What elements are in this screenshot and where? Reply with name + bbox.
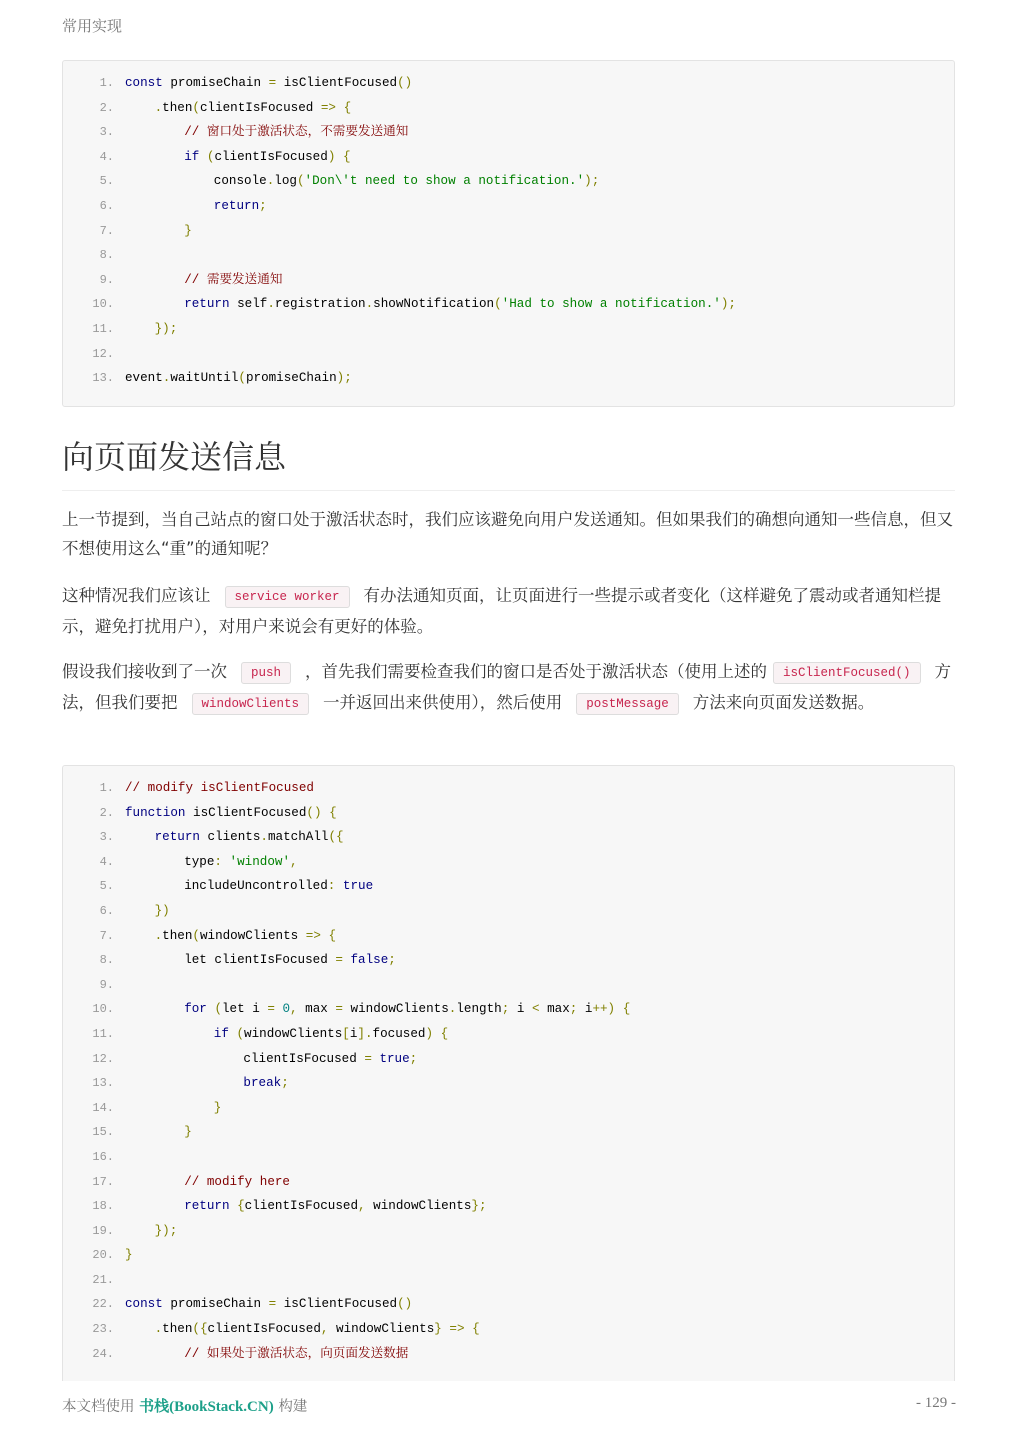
code-token: ; bbox=[501, 1002, 510, 1017]
code-token: showNotification bbox=[373, 297, 495, 312]
code-line bbox=[63, 342, 954, 367]
code-token: // 如果处于激活状态，向页面发送数据 bbox=[184, 1346, 409, 1361]
code-token: , bbox=[320, 1322, 329, 1337]
code-token: if bbox=[184, 149, 200, 164]
code-token: return bbox=[184, 297, 230, 312]
code-token: }); bbox=[154, 1223, 178, 1238]
code-line bbox=[63, 169, 954, 194]
code-token: } bbox=[184, 1125, 192, 1140]
line-number: 2. bbox=[99, 805, 114, 820]
code-line bbox=[63, 292, 954, 317]
line-number: 3. bbox=[99, 125, 114, 140]
code-token: }); bbox=[154, 321, 178, 336]
code-line bbox=[63, 1342, 954, 1367]
code-token: . bbox=[154, 100, 163, 115]
code-token: ) bbox=[327, 149, 336, 164]
code-token: i bbox=[509, 1002, 532, 1017]
code-token: max bbox=[297, 1002, 336, 1017]
code-token: isClientFocused bbox=[276, 1297, 398, 1312]
code-token: { bbox=[622, 1002, 631, 1017]
code-line bbox=[63, 850, 954, 875]
line-number: 21. bbox=[92, 1272, 114, 1287]
code-token bbox=[615, 1002, 623, 1016]
code-token: ; bbox=[409, 1051, 418, 1066]
code-token: break bbox=[243, 1076, 282, 1091]
code-token: ; bbox=[388, 953, 396, 968]
code-token: { bbox=[440, 1026, 449, 1041]
code-token: ( bbox=[192, 928, 200, 943]
code-token: . bbox=[365, 297, 374, 312]
code-token: if bbox=[213, 1026, 229, 1041]
line-number: 5. bbox=[99, 174, 114, 189]
code-token: { bbox=[343, 100, 352, 115]
code-token bbox=[465, 1322, 473, 1336]
code-token: ( bbox=[192, 100, 200, 115]
code-line bbox=[63, 1219, 954, 1244]
code-token bbox=[335, 879, 343, 893]
code-token: includeUncontrolled bbox=[184, 879, 328, 894]
code-token: , bbox=[358, 1199, 366, 1214]
code-line bbox=[63, 243, 954, 268]
code-token: waitUntil bbox=[170, 371, 239, 386]
code-line bbox=[63, 1268, 954, 1293]
code-line bbox=[63, 1317, 954, 1342]
code-token: ( bbox=[236, 1026, 245, 1041]
line-number: 1. bbox=[99, 781, 114, 795]
paragraph-text: 方法来向页面发送数据。 bbox=[692, 693, 875, 712]
code-token: then bbox=[162, 928, 193, 943]
code-token bbox=[322, 806, 330, 820]
code-line bbox=[63, 1120, 954, 1145]
code-token: = bbox=[267, 1002, 275, 1017]
paragraph-text: 有办法通知页面，让页面进行一些提示或者变化（这样避免了震动或者通知栏提示，避免打扰用户），对用户来说会有更好的体验。 bbox=[62, 586, 942, 636]
code-line bbox=[63, 96, 954, 121]
code-token: ); bbox=[336, 371, 352, 386]
code-token: ( bbox=[494, 297, 502, 312]
code-token: ); bbox=[584, 174, 600, 189]
code-token bbox=[199, 150, 207, 164]
code-token: max bbox=[539, 1002, 570, 1017]
code-line bbox=[63, 1243, 954, 1268]
inline-code-isclientfocused: isClientFocused() bbox=[773, 662, 921, 684]
code-token: ) bbox=[425, 1026, 434, 1041]
code-token: clientIsFocused bbox=[243, 1051, 365, 1066]
code-token: ]. bbox=[357, 1026, 373, 1041]
code-token: = bbox=[268, 76, 277, 90]
code-line bbox=[63, 825, 954, 850]
code-token: clientIsFocused bbox=[214, 149, 328, 164]
code-line bbox=[63, 899, 954, 924]
line-number: 12. bbox=[92, 346, 114, 361]
code-line bbox=[63, 1194, 954, 1219]
code-token: = bbox=[364, 1051, 372, 1066]
code-token: : bbox=[214, 854, 222, 869]
code-token: () bbox=[397, 1297, 413, 1312]
code-token: i bbox=[349, 1026, 358, 1041]
code-token: windowClients bbox=[342, 1002, 449, 1017]
code-token: . bbox=[162, 371, 171, 386]
line-number: 3. bbox=[99, 830, 114, 845]
code-token bbox=[433, 1027, 441, 1041]
paragraph-text: 这种情况我们应该让 bbox=[62, 586, 211, 605]
paragraph-text: 假设我们接收到了一次 bbox=[62, 662, 227, 681]
code-line bbox=[63, 317, 954, 342]
code-token: = bbox=[335, 1002, 343, 1017]
section-title: 向页面发送信息 bbox=[62, 432, 955, 491]
code-token: } bbox=[213, 1100, 222, 1115]
code-line bbox=[63, 948, 954, 973]
code-block-notification-check bbox=[62, 60, 955, 407]
code-token: { bbox=[472, 1322, 480, 1337]
paragraph-intro bbox=[62, 505, 958, 563]
code-line bbox=[63, 1071, 954, 1096]
code-line bbox=[63, 1047, 954, 1072]
code-token: ( bbox=[206, 149, 215, 164]
line-number: 15. bbox=[92, 1125, 114, 1140]
line-number: 6. bbox=[99, 903, 114, 918]
code-line bbox=[63, 997, 954, 1022]
code-token: => bbox=[320, 100, 336, 115]
code-token: console bbox=[213, 174, 267, 189]
inline-code-windowclients: windowClients bbox=[192, 693, 310, 715]
code-token: log bbox=[274, 174, 297, 189]
code-token: false bbox=[350, 953, 389, 968]
code-token: promiseChain bbox=[162, 76, 269, 90]
code-line bbox=[63, 1292, 954, 1317]
code-token: type bbox=[184, 854, 215, 869]
footer-suffix: 构建 bbox=[278, 1399, 308, 1415]
code-line bbox=[63, 1145, 954, 1170]
line-number: 18. bbox=[92, 1199, 114, 1214]
line-number: 2. bbox=[99, 100, 114, 115]
code-token: then bbox=[162, 100, 193, 115]
code-token: self bbox=[229, 297, 268, 312]
code-token: const bbox=[125, 76, 163, 90]
code-token: matchAll bbox=[267, 830, 329, 845]
code-token: : bbox=[327, 879, 336, 894]
footer-brand-link[interactable]: 书栈(BookStack.CN) bbox=[139, 1399, 274, 1415]
code-token bbox=[230, 1199, 238, 1213]
code-token: . bbox=[266, 174, 275, 189]
code-line bbox=[63, 1096, 954, 1121]
line-number: 4. bbox=[99, 854, 114, 869]
page-number: - 129 - bbox=[916, 1395, 956, 1411]
code-line bbox=[63, 145, 954, 170]
paragraph-push-flow bbox=[62, 657, 958, 719]
line-number: 1. bbox=[99, 76, 114, 90]
code-token: = bbox=[268, 1297, 277, 1312]
code-token: => bbox=[305, 928, 321, 943]
code-token: . bbox=[267, 297, 275, 312]
code-token bbox=[336, 101, 344, 115]
paragraph-service-worker bbox=[62, 581, 958, 641]
code-line bbox=[63, 71, 954, 96]
code-token: return bbox=[184, 1199, 230, 1214]
code-token: for bbox=[184, 1002, 207, 1017]
code-token: [ bbox=[342, 1026, 350, 1041]
code-token: , bbox=[290, 854, 298, 869]
code-token: ++) bbox=[592, 1002, 616, 1017]
code-line bbox=[63, 120, 954, 145]
code-token bbox=[335, 150, 343, 164]
code-token: true bbox=[379, 1051, 410, 1066]
line-number: 7. bbox=[99, 928, 114, 943]
code-token: windowClients bbox=[199, 928, 306, 943]
paragraph-text: ，首先我们需要检查我们的窗口是否处于激活状态（使用上述的 bbox=[305, 662, 768, 681]
code-line bbox=[63, 366, 954, 391]
line-number: 6. bbox=[99, 198, 114, 213]
code-token: , bbox=[290, 1002, 298, 1017]
line-number: 13. bbox=[92, 1076, 114, 1091]
code-token: clients bbox=[199, 830, 261, 845]
code-line bbox=[63, 973, 954, 998]
code-token: focused bbox=[372, 1026, 426, 1041]
code-token: i bbox=[577, 1002, 593, 1017]
code-line bbox=[63, 194, 954, 219]
line-number: 17. bbox=[92, 1174, 114, 1189]
paragraph-text: 上一节提到，当自己站点的窗口处于激活状态时，我们应该避免向用户发送通知。但如果我们的确想向通知一些信息，但又不想使用这么“重”的通知呢？ bbox=[62, 510, 953, 558]
code-token: isClientFocused bbox=[276, 76, 398, 90]
code-token: }) bbox=[154, 903, 170, 918]
code-token: windowClients bbox=[365, 1199, 472, 1214]
code-token: windowClients bbox=[244, 1026, 343, 1041]
code-token: ( bbox=[214, 1002, 222, 1017]
line-number: 22. bbox=[92, 1297, 114, 1312]
code-token: // modify here bbox=[184, 1174, 290, 1189]
line-number: 9. bbox=[99, 272, 114, 287]
code-token: } bbox=[434, 1322, 442, 1337]
code-token: { bbox=[329, 805, 337, 820]
code-token: clientIsFocused bbox=[244, 1199, 359, 1214]
code-token: isClientFocused bbox=[185, 805, 307, 820]
line-number: 10. bbox=[92, 297, 114, 312]
code-token: clientIsFocused bbox=[199, 100, 321, 115]
code-token: { bbox=[328, 928, 337, 943]
code-block-post-message bbox=[62, 765, 955, 1381]
code-token: windowClients bbox=[328, 1322, 435, 1337]
code-token: ( bbox=[296, 174, 305, 189]
line-number: 20. bbox=[92, 1248, 114, 1263]
code-token: registration bbox=[274, 297, 366, 312]
code-token: let i bbox=[222, 1002, 268, 1017]
code-token: ({ bbox=[192, 1322, 208, 1337]
code-token: clientIsFocused bbox=[207, 1322, 321, 1337]
code-token bbox=[222, 855, 230, 869]
paragraph-text: 一并返回出来供使用），然后使用 bbox=[323, 693, 563, 712]
code-token: 0 bbox=[282, 1002, 291, 1017]
code-token: . bbox=[448, 1002, 457, 1017]
code-token: () bbox=[397, 76, 413, 90]
code-token: return bbox=[154, 830, 200, 845]
code-token: // 需要发送通知 bbox=[184, 272, 283, 287]
line-number: 24. bbox=[92, 1346, 114, 1361]
code-line bbox=[63, 1022, 954, 1047]
line-number: 5. bbox=[99, 879, 114, 894]
code-token: ( bbox=[238, 371, 246, 386]
footer-prefix: 本文档使用 bbox=[62, 1399, 135, 1415]
code-token: } bbox=[184, 223, 192, 238]
line-number: 11. bbox=[92, 1026, 114, 1041]
code-line bbox=[63, 268, 954, 293]
inline-code-service-worker: service worker bbox=[225, 586, 350, 608]
page-footer bbox=[62, 1395, 956, 1417]
code-token: () bbox=[306, 805, 322, 820]
inline-code-postmessage: postMessage bbox=[576, 693, 679, 715]
code-token: } bbox=[125, 1248, 133, 1263]
code-token: 'Don\'t need to show a notification.' bbox=[304, 174, 585, 189]
code-token: . bbox=[154, 928, 163, 943]
line-number: 16. bbox=[92, 1149, 114, 1164]
line-number: 23. bbox=[92, 1322, 114, 1337]
inline-code-push: push bbox=[241, 662, 291, 684]
code-token: return bbox=[213, 198, 260, 213]
code-line bbox=[63, 874, 954, 899]
code-token: = bbox=[335, 953, 343, 968]
code-token: { bbox=[237, 1199, 245, 1214]
code-token: event bbox=[125, 371, 163, 386]
code-token: < bbox=[531, 1002, 540, 1017]
running-header: 常用实现 bbox=[62, 17, 123, 35]
code-token: { bbox=[342, 149, 351, 164]
code-token: ({ bbox=[328, 830, 344, 845]
line-number: 7. bbox=[99, 223, 114, 238]
code-token: promiseChain bbox=[162, 1297, 269, 1312]
code-token: const bbox=[125, 1297, 163, 1312]
code-token: true bbox=[342, 879, 374, 894]
code-token: ; bbox=[281, 1076, 289, 1091]
code-line bbox=[63, 1170, 954, 1195]
line-number: 14. bbox=[92, 1100, 114, 1115]
code-token: // modify isClientFocused bbox=[125, 781, 314, 795]
code-token: . bbox=[154, 1322, 163, 1337]
code-token: // 窗口处于激活状态，不需要发送通知 bbox=[184, 125, 409, 140]
code-token: ); bbox=[720, 297, 736, 312]
code-line bbox=[63, 924, 954, 949]
line-number: 13. bbox=[92, 371, 114, 386]
code-token: promiseChain bbox=[245, 371, 337, 386]
paragraph-text: 方法，但我们要把 bbox=[62, 662, 952, 712]
code-token: 'window' bbox=[229, 854, 291, 869]
line-number: 11. bbox=[92, 321, 114, 336]
line-number: 10. bbox=[92, 1002, 114, 1017]
code-token: function bbox=[125, 805, 186, 820]
code-token: . bbox=[260, 830, 268, 845]
code-line bbox=[63, 801, 954, 826]
line-number: 19. bbox=[92, 1223, 114, 1238]
line-number: 8. bbox=[99, 248, 114, 263]
code-line bbox=[63, 776, 954, 801]
line-number: 4. bbox=[99, 149, 114, 164]
line-number: 8. bbox=[99, 953, 114, 968]
code-token: ; bbox=[569, 1002, 578, 1017]
code-token: let clientIsFocused bbox=[184, 953, 336, 968]
code-token: }; bbox=[471, 1199, 487, 1214]
code-token: 'Had to show a notification.' bbox=[501, 297, 721, 312]
code-token: => bbox=[449, 1322, 465, 1337]
code-line bbox=[63, 219, 954, 244]
line-number: 9. bbox=[99, 977, 114, 992]
line-number: 12. bbox=[92, 1051, 114, 1066]
code-token: length bbox=[456, 1002, 502, 1017]
code-token: then bbox=[162, 1322, 193, 1337]
code-token: ; bbox=[259, 198, 267, 213]
